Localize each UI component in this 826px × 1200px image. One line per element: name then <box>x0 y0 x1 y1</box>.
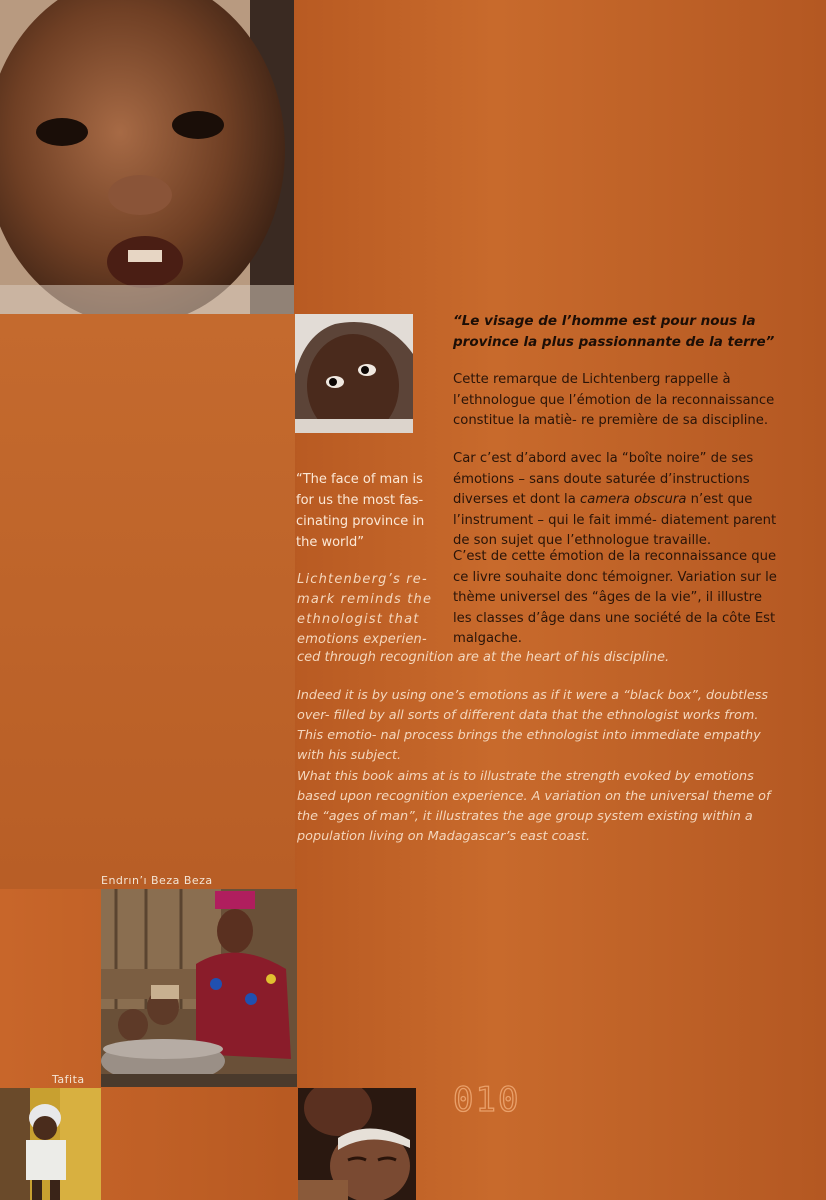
paragraph-french-2 <box>453 449 783 552</box>
quote-french: “Le visage de l’homme est pour nous la province la plus passionnante de la terre” <box>453 313 775 350</box>
paragraph-english-3: What this book aims at is to illustrate the strength evoked by emotions based upon recognition experience. A variation on the universal theme of the “ages of man”, it illustrates the age group system existing within a population living on Madagascar’s east coast. <box>297 769 771 844</box>
camera-obscura-term: camera obscura <box>580 492 687 507</box>
photo-baby <box>295 314 413 433</box>
photo-woman-children <box>101 889 297 1087</box>
paragraph-english-2: Indeed it is by using one’s emotions as if it were a “black box”, doubtless over- filled by all sorts of different data that the ethnologist works from. This emotio- nal process brings the ethnologist into immediate empathy with his subject. <box>297 688 769 763</box>
photo-baby-sleeping <box>298 1088 416 1200</box>
english-line-1: Lichtenberg’s re- <box>297 572 428 587</box>
paragraph-french-1: Cette remarque de Lichtenberg rappelle à l’ethnologue que l’émotion de la reconnaissance constitue la matiè- re première de sa discipline. <box>453 372 775 428</box>
paragraph-french-2-end: n’est que l’instrument – qui le fait immé- diatement parent de son sujet que l’ethnologue travaille. <box>453 492 777 548</box>
photo-child-face <box>0 0 294 314</box>
english-line-2: mark reminds the <box>297 592 433 607</box>
quote-english: “The face of man is for us the most fas- cinating province in the world” <box>296 472 425 550</box>
caption-endrin: Endrın’ı Beza Beza <box>101 874 213 887</box>
paragraph-french-2-start: Car c’est d’abord avec la “boîte noire” de ses émotions – sans doute saturée d’instructions diverses et dont la <box>453 451 754 507</box>
english-line-5: ced through recognition are at the heart of his discipline. <box>297 650 670 665</box>
photo-little-boy <box>0 1088 101 1200</box>
paragraph-french-3: C’est de cette émotion de la reconnaissance que ce livre souhaite donc témoigner. Variation sur le thème universel des “âges de la vie”, il illustre les classes d’âge dans une société de la côte Est malgache. <box>453 549 777 646</box>
english-line-4: emotions experien- <box>297 632 427 647</box>
caption-tafita: Tafita <box>52 1073 85 1086</box>
english-line-3: ethnologist that <box>297 612 420 627</box>
color-block <box>0 314 295 889</box>
page-number: 010 <box>453 1080 521 1120</box>
